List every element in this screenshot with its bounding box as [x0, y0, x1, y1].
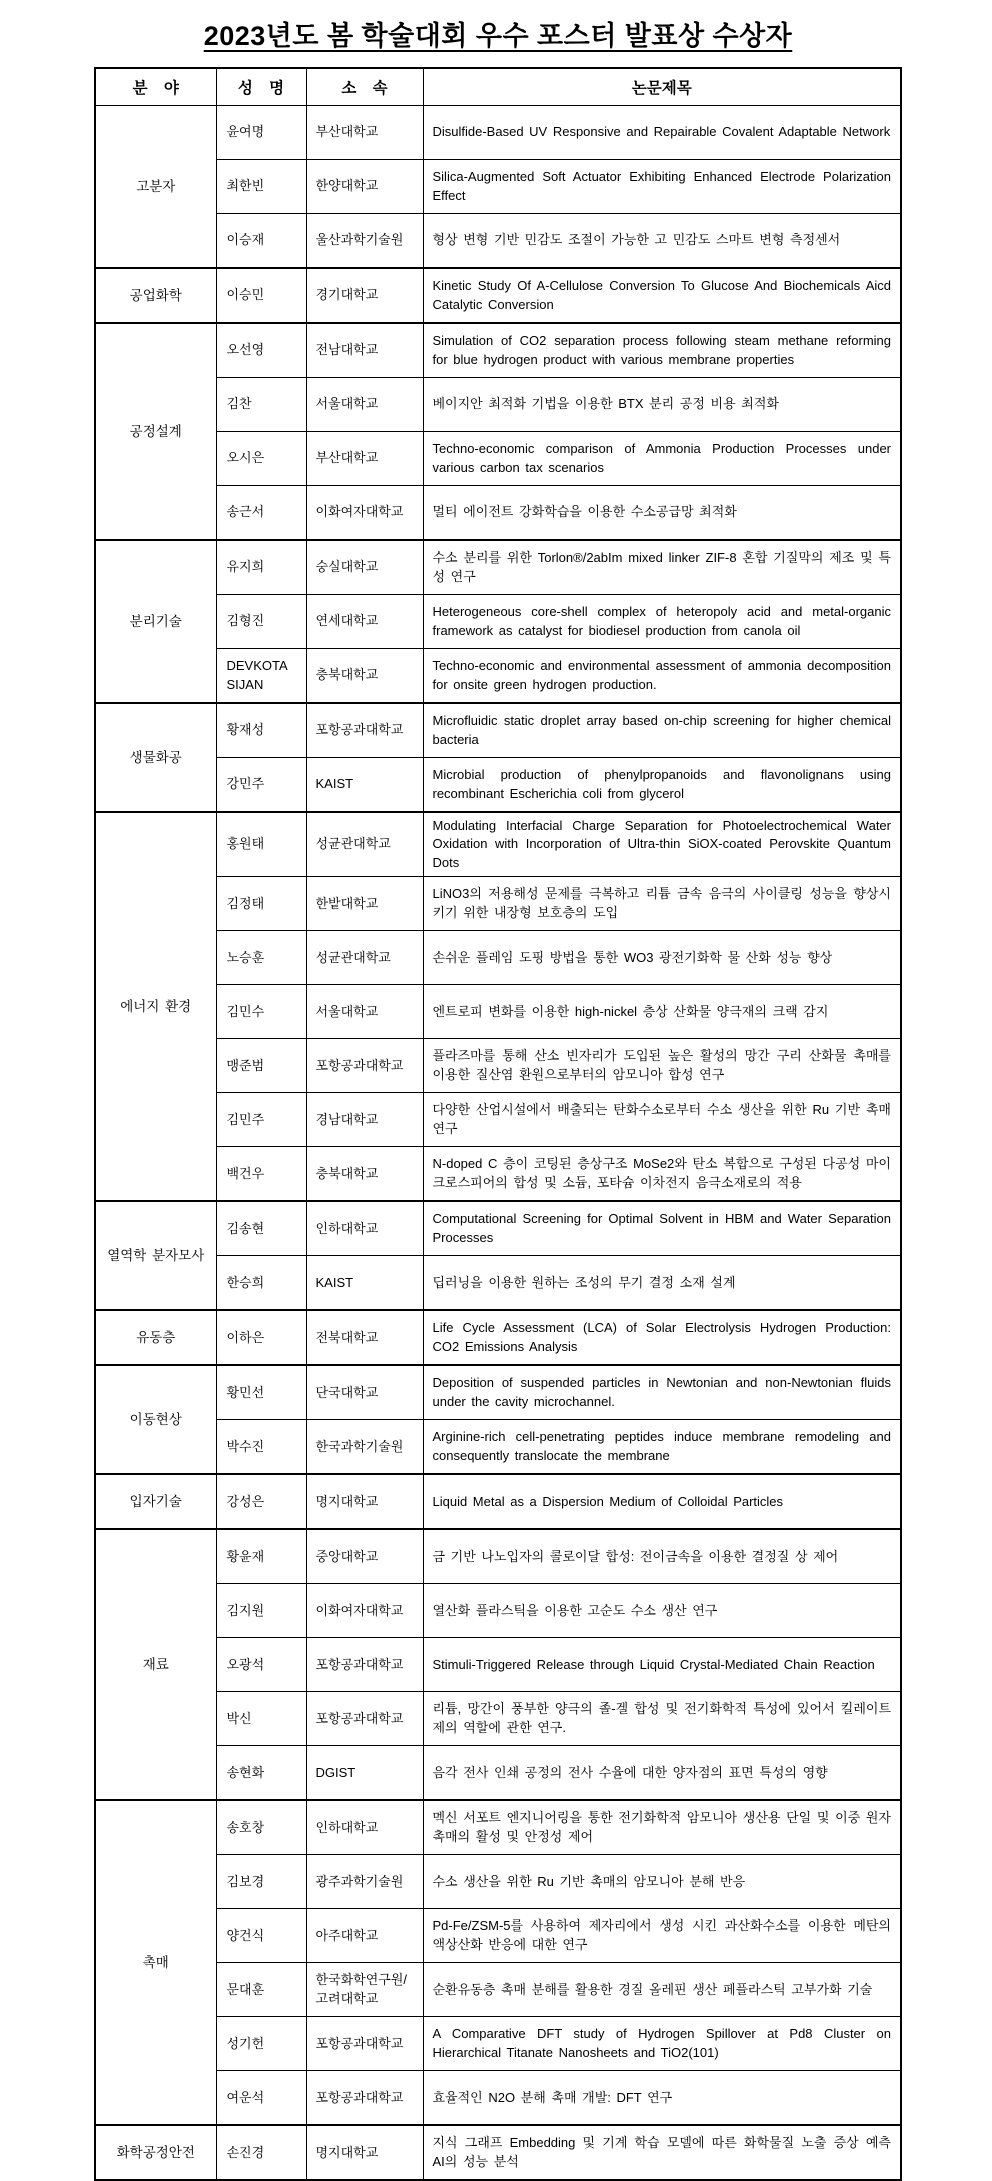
paper-title-cell: Microbial production of phenylpropanoids and flavonolignans using recombinant Escherichia coli from glycerol [423, 758, 901, 813]
affiliation-cell: 전북대학교 [306, 1310, 423, 1365]
table-row [95, 1638, 901, 1692]
paper-title-cell: Simulation of CO2 separation process following steam methane reforming for blue hydrogen product with various membrane properties [423, 323, 901, 378]
field-cell: 열역학 분자모사 [95, 1201, 216, 1310]
paper-title-cell: 다양한 산업시설에서 배출되는 탄화수소로부터 수소 생산을 위한 Ru 기반 촉매 연구 [423, 1093, 901, 1147]
affiliation-cell: KAIST [306, 758, 423, 813]
table-row [95, 1420, 901, 1475]
name-cell: 양건식 [216, 1909, 306, 1963]
table-row [95, 649, 901, 704]
affiliation-cell: 서울대학교 [306, 985, 423, 1039]
affiliation-cell: 포항공과대학교 [306, 703, 423, 758]
paper-title-cell: 플라즈마를 통해 산소 빈자리가 도입된 높은 활성의 망간 구리 산화물 촉매를 이용한 질산염 환원으로부터의 암모니아 합성 연구 [423, 1039, 901, 1093]
affiliation-cell: 경남대학교 [306, 1093, 423, 1147]
affiliation-cell: KAIST [306, 1256, 423, 1311]
affiliation-cell: 포항공과대학교 [306, 1638, 423, 1692]
col-header-paper-title: 논문제목 [423, 68, 901, 106]
affiliation-cell: 성균관대학교 [306, 931, 423, 985]
name-cell: 김민주 [216, 1093, 306, 1147]
name-cell: 송현화 [216, 1746, 306, 1801]
table-row [95, 1529, 901, 1584]
name-cell: 김보경 [216, 1855, 306, 1909]
name-cell: 이승재 [216, 214, 306, 269]
name-cell: 박수진 [216, 1420, 306, 1475]
table-row [95, 1039, 901, 1093]
affiliation-cell: 부산대학교 [306, 106, 423, 160]
paper-title-cell: Heterogeneous core-shell complex of heteropoly acid and metal-organic framework as catalyst for biodiesel production from canola oil [423, 595, 901, 649]
award-table-body [95, 106, 901, 2181]
name-cell: DEVKOTA SIJAN [216, 649, 306, 704]
field-cell: 재료 [95, 1529, 216, 1800]
field-cell: 공업화학 [95, 268, 216, 323]
paper-title-cell: 지식 그래프 Embedding 및 기계 학습 모델에 따른 화학물질 노출 증상 예측 AI의 성능 분석 [423, 2125, 901, 2180]
paper-title-cell: 순환유동층 촉매 분해를 활용한 경질 올레핀 생산 페플라스틱 고부가화 기술 [423, 1963, 901, 2017]
affiliation-cell: 한밭대학교 [306, 877, 423, 931]
paper-title-cell: Arginine-rich cell-penetrating peptides induce membrane remodeling and consequently translocate the membrane [423, 1420, 901, 1475]
table-row [95, 1584, 901, 1638]
field-cell: 이동현상 [95, 1365, 216, 1474]
table-row [95, 1365, 901, 1420]
name-cell: 백건우 [216, 1147, 306, 1202]
name-cell: 맹준범 [216, 1039, 306, 1093]
table-row [95, 2071, 901, 2126]
table-row [95, 106, 901, 160]
paper-title-cell: Stimuli-Triggered Release through Liquid Crystal-Mediated Chain Reaction [423, 1638, 901, 1692]
affiliation-cell: 한양대학교 [306, 160, 423, 214]
affiliation-cell: 숭실대학교 [306, 540, 423, 595]
field-cell: 촉매 [95, 1800, 216, 2125]
name-cell: 황민선 [216, 1365, 306, 1420]
name-cell: 오광석 [216, 1638, 306, 1692]
table-row [95, 1256, 901, 1311]
paper-title-cell: Deposition of suspended particles in Newtonian and non-Newtonian fluids under the cavity microchannel. [423, 1365, 901, 1420]
affiliation-cell: 중앙대학교 [306, 1529, 423, 1584]
table-row [95, 1746, 901, 1801]
affiliation-cell: 이화여자대학교 [306, 1584, 423, 1638]
table-row [95, 703, 901, 758]
affiliation-cell: 인하대학교 [306, 1201, 423, 1256]
field-cell: 에너지 환경 [95, 812, 216, 1201]
name-cell: 김형진 [216, 595, 306, 649]
paper-title-cell: Computational Screening for Optimal Solvent in HBM and Water Separation Processes [423, 1201, 901, 1256]
affiliation-cell: 성균관대학교 [306, 812, 423, 877]
name-cell: 이승민 [216, 268, 306, 323]
table-row [95, 1963, 901, 2017]
paper-title-cell: 리튬, 망간이 풍부한 양극의 졸-겔 합성 및 전기화학적 특성에 있어서 킬레이트제의 역할에 관한 연구. [423, 1692, 901, 1746]
name-cell: 오시은 [216, 432, 306, 486]
affiliation-cell: 이화여자대학교 [306, 486, 423, 541]
name-cell: 황윤재 [216, 1529, 306, 1584]
paper-title-cell: 열산화 플라스틱을 이용한 고순도 수소 생산 연구 [423, 1584, 901, 1638]
affiliation-cell: 포항공과대학교 [306, 2017, 423, 2071]
table-row [95, 595, 901, 649]
name-cell: 이하은 [216, 1310, 306, 1365]
paper-title-cell: Disulfide-Based UV Responsive and Repairable Covalent Adaptable Network [423, 106, 901, 160]
affiliation-cell: 부산대학교 [306, 432, 423, 486]
name-cell: 송호창 [216, 1800, 306, 1855]
affiliation-cell: 충북대학교 [306, 1147, 423, 1202]
affiliation-cell: 광주과학기술원 [306, 1855, 423, 1909]
name-cell: 홍원태 [216, 812, 306, 877]
affiliation-cell: 단국대학교 [306, 1365, 423, 1420]
table-row [95, 540, 901, 595]
col-header-name: 성 명 [216, 68, 306, 106]
affiliation-cell: 포항공과대학교 [306, 2071, 423, 2126]
name-cell: 여운석 [216, 2071, 306, 2126]
name-cell: 성기헌 [216, 2017, 306, 2071]
paper-title-cell: 멕신 서포트 엔지니어링을 통한 전기화학적 암모니아 생산용 단일 및 이중 원자 촉매의 활성 및 안정성 제어 [423, 1800, 901, 1855]
affiliation-cell: 한국화학연구원/고려대학교 [306, 1963, 423, 2017]
affiliation-cell: DGIST [306, 1746, 423, 1801]
paper-title-cell: 금 기반 나노입자의 콜로이달 합성: 전이금속을 이용한 결정질 상 제어 [423, 1529, 901, 1584]
name-cell: 최한빈 [216, 160, 306, 214]
field-cell: 입자기술 [95, 1474, 216, 1529]
table-row [95, 323, 901, 378]
field-cell: 공정설계 [95, 323, 216, 540]
field-cell: 화학공정안전 [95, 2125, 216, 2180]
header-row [95, 68, 901, 106]
paper-title-cell: Modulating Interfacial Charge Separation for Photoelectrochemical Water Oxidation with Incorporation of Ultra-thin SiOX-coated Perovskite Quantum Dots [423, 812, 901, 877]
table-row [95, 985, 901, 1039]
affiliation-cell: 울산과학기술원 [306, 214, 423, 269]
affiliation-cell: 충북대학교 [306, 649, 423, 704]
name-cell: 강민주 [216, 758, 306, 813]
paper-title-cell: Techno-economic and environmental assessment of ammonia decomposition for onsite green hydrogen production. [423, 649, 901, 704]
name-cell: 윤여명 [216, 106, 306, 160]
field-cell: 생물화공 [95, 703, 216, 812]
table-row [95, 1692, 901, 1746]
name-cell: 노승훈 [216, 931, 306, 985]
paper-title-cell: Kinetic Study Of A-Cellulose Conversion To Glucose And Biochemicals Aicd Catalytic Conversion [423, 268, 901, 323]
name-cell: 손진경 [216, 2125, 306, 2180]
paper-title-cell: LiNO3의 저용해성 문제를 극복하고 리튬 금속 음극의 사이클링 성능을 향상시키기 위한 내장형 보호층의 도입 [423, 877, 901, 931]
paper-title-cell: Techno-economic comparison of Ammonia Production Processes under various carbon tax scenarios [423, 432, 901, 486]
paper-title-cell: Microfluidic static droplet array based on-chip screening for higher chemical bacteria [423, 703, 901, 758]
name-cell: 송근서 [216, 486, 306, 541]
affiliation-cell: 포항공과대학교 [306, 1039, 423, 1093]
affiliation-cell: 전남대학교 [306, 323, 423, 378]
paper-title-cell: A Comparative DFT study of Hydrogen Spillover at Pd8 Cluster on Hierarchical Titanate Nanosheets and TiO2(101) [423, 2017, 901, 2071]
table-row [95, 1909, 901, 1963]
paper-title-cell: 멀티 에이전트 강화학습을 이용한 수소공급망 최적화 [423, 486, 901, 541]
affiliation-cell: 명지대학교 [306, 2125, 423, 2180]
paper-title-cell: 딥러닝을 이용한 원하는 조성의 무기 결정 소재 설계 [423, 1256, 901, 1311]
paper-title-cell: 효율적인 N2O 분해 촉매 개발: DFT 연구 [423, 2071, 901, 2126]
name-cell: 강성은 [216, 1474, 306, 1529]
field-cell: 고분자 [95, 106, 216, 269]
name-cell: 문대훈 [216, 1963, 306, 2017]
table-row [95, 378, 901, 432]
paper-title-cell: 음각 전사 인쇄 공정의 전사 수율에 대한 양자점의 표면 특성의 영향 [423, 1746, 901, 1801]
page-title: 2023년도 봄 학술대회 우수 포스터 발표상 수상자 [203, 21, 793, 51]
paper-title-cell: Life Cycle Assessment (LCA) of Solar Electrolysis Hydrogen Production: CO2 Emissions Analysis [423, 1310, 901, 1365]
paper-title-cell: 형상 변형 기반 민감도 조절이 가능한 고 민감도 스마트 변형 측정센서 [423, 214, 901, 269]
paper-title-cell: 수소 분리를 위한 Torlon®/2abIm mixed linker ZIF-8 혼합 기질막의 제조 및 특성 연구 [423, 540, 901, 595]
table-row [95, 1093, 901, 1147]
table-row [95, 1474, 901, 1529]
field-cell: 유동층 [95, 1310, 216, 1365]
name-cell: 김송현 [216, 1201, 306, 1256]
paper-title-cell: Pd-Fe/ZSM-5를 사용하여 제자리에서 생성 시킨 과산화수소를 이용한 메탄의 액상산화 반응에 대한 연구 [423, 1909, 901, 1963]
table-row [95, 268, 901, 323]
affiliation-cell: 경기대학교 [306, 268, 423, 323]
paper-title-cell: 수소 생산을 위한 Ru 기반 촉매의 암모니아 분해 반응 [423, 1855, 901, 1909]
name-cell: 황재성 [216, 703, 306, 758]
name-cell: 김정태 [216, 877, 306, 931]
table-row [95, 2017, 901, 2071]
table-row [95, 931, 901, 985]
table-row [95, 160, 901, 214]
award-table [94, 67, 902, 2181]
award-table-header [95, 68, 901, 106]
name-cell: 한승희 [216, 1256, 306, 1311]
affiliation-cell: 서울대학교 [306, 378, 423, 432]
col-header-affiliation: 소 속 [306, 68, 423, 106]
name-cell: 박신 [216, 1692, 306, 1746]
table-row [95, 758, 901, 813]
affiliation-cell: 명지대학교 [306, 1474, 423, 1529]
table-row [95, 2125, 901, 2180]
paper-title-cell: 손쉬운 플레임 도핑 방법을 통한 WO3 광전기화학 물 산화 성능 향상 [423, 931, 901, 985]
name-cell: 김찬 [216, 378, 306, 432]
paper-title-cell: Liquid Metal as a Dispersion Medium of Colloidal Particles [423, 1474, 901, 1529]
table-row [95, 1147, 901, 1202]
table-row [95, 1800, 901, 1855]
table-row [95, 432, 901, 486]
col-header-field: 분 야 [95, 68, 216, 106]
table-row [95, 1201, 901, 1256]
paper-title-cell: 엔트로피 변화를 이용한 high-nickel 층상 산화물 양극재의 크랙 감지 [423, 985, 901, 1039]
paper-title-cell: Silica-Augmented Soft Actuator Exhibiting Enhanced Electrode Polarization Effect [423, 160, 901, 214]
name-cell: 김민수 [216, 985, 306, 1039]
paper-title-cell: 베이지안 최적화 기법을 이용한 BTX 분리 공정 비용 최적화 [423, 378, 901, 432]
affiliation-cell: 포항공과대학교 [306, 1692, 423, 1746]
field-cell: 분리기술 [95, 540, 216, 703]
affiliation-cell: 아주대학교 [306, 1909, 423, 1963]
name-cell: 김지원 [216, 1584, 306, 1638]
affiliation-cell: 한국과학기술원 [306, 1420, 423, 1475]
affiliation-cell: 인하대학교 [306, 1800, 423, 1855]
name-cell: 유지희 [216, 540, 306, 595]
paper-title-cell: N-doped C 층이 코팅된 층상구조 MoSe2와 탄소 복합으로 구성된 다공성 마이크로스피어의 합성 및 소듐, 포타슘 이차전지 음극소재로의 적용 [423, 1147, 901, 1202]
affiliation-cell: 연세대학교 [306, 595, 423, 649]
table-row [95, 1855, 901, 1909]
name-cell: 오선영 [216, 323, 306, 378]
table-row [95, 486, 901, 541]
table-row [95, 214, 901, 269]
table-row [95, 812, 901, 877]
table-row [95, 1310, 901, 1365]
table-row [95, 877, 901, 931]
